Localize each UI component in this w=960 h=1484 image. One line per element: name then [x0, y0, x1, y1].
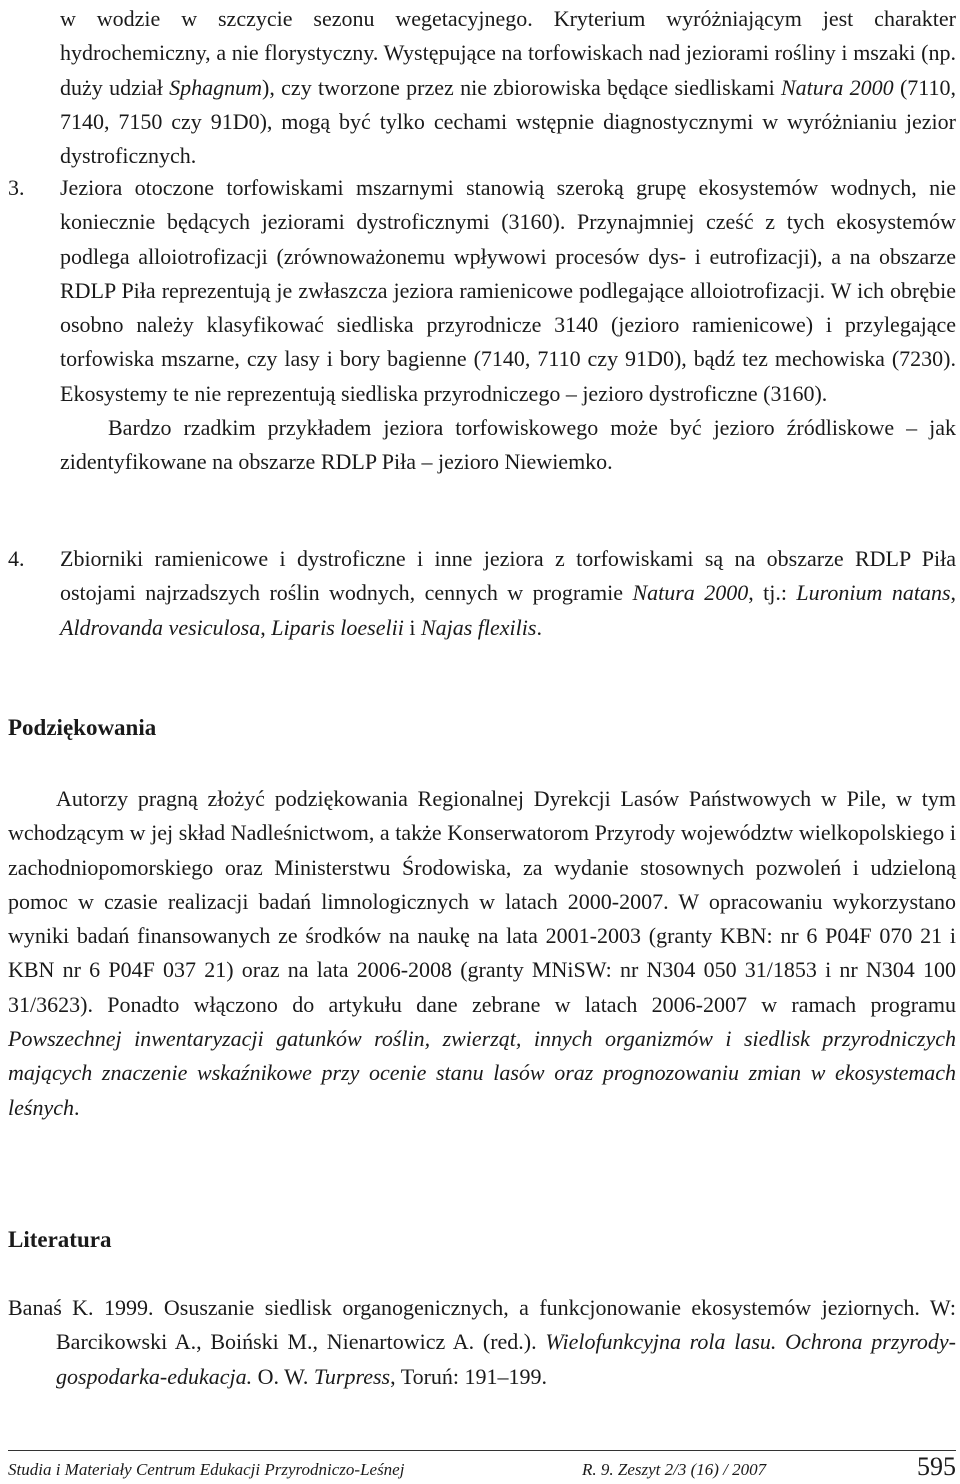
list-number: 3. — [8, 175, 25, 200]
list-item-text: Zbiorniki ramienicowe i dystroficzne i inne jeziora z torfowiskami są na obszarze RDLP Piła ostojami najrzadszych roślin wodnych, cennych w programie Natura 2000, tj.: Luronium natans, Aldrovanda vesiculosa, Liparis loeselii i Najas flexilis. — [60, 546, 957, 640]
list-item-3 — [8, 171, 956, 480]
list-item-continuation — [60, 2, 956, 173]
list-item-text: Jeziora otoczone torfowiskami mszarnymi stanowią szeroką grupę ekosystemów wodnych, nie koniecznie będących jeziorami dystroficznymi (3160). Przynajmniej cześć z tych ekosystemów podlega alloiotrofizacji (zrównoważonemu wpływowi procesów dys- i eutrofizacji), a na obszarze RDLP Piła reprezentują je zwłaszcza jeziora ramienicowe podlegające alloiotrofizacji. W ich obrębie osobno należy klasyfikować siedliska przyrodnicze 3140 (jezioro ramienicowe) i przylegające torfowiska mszarne, czy lasy i bory bagienne (7140, 7110 czy 91D0), bądź tez mechowiska (7230). Ekosystemy te nie reprezentują siedliska przyrodniczego – jezioro dystroficzne (3160). — [60, 175, 956, 406]
continuation-text: w wodzie w szczycie sezonu wegetacyjnego. Kryterium wyróżniającym jest charakter hydrochemiczny, a nie florystyczny. Występujące na torfowiskach nad jeziorami rośliny i mszaki (np. duży udział Sphagnum), czy tworzone przez nie zbiorowiska będące siedliskami Natura 2000 (7110, 7140, 7150 czy 91D0), mogą być tylko cechami wstępnie diagnostycznymi w wyróżnianiu jezior dystroficznych. — [60, 6, 956, 169]
list-item-paragraph: Bardzo rzadkim przykładem jeziora torfowiskowego może być jezioro źródliskowe – jak zidentyfikowane na obszarze RDLP Piła – jezioro Niewiemko. — [60, 415, 956, 475]
page-footer — [8, 1452, 956, 1482]
section-heading-literature: Literatura — [8, 1227, 112, 1252]
list-item-4 — [8, 542, 956, 645]
footer-rule — [8, 1450, 956, 1451]
journal-title: Studia i Materiały Centrum Edukacji Przyrodniczo-Leśnej — [8, 1460, 405, 1479]
reference-item: Banaś K. 1999. Osuszanie siedlisk organogenicznych, a funkcjonowanie ekosystemów jeziornych. W: Barcikowski A., Boiński M., Nienartowicz A. (red.). Wielofunkcyjna rola lasu. Ochrona przyrody-gospodarka-edukacja. O. W. Turpress, Toruń: 191–199. — [8, 1295, 956, 1389]
list-number: 4. — [8, 546, 25, 571]
reference-list — [0, 1291, 960, 1394]
acknowledgements-paragraph: Autorzy pragną złożyć podziękowania Regionalnej Dyrekcji Lasów Państwowych w Pile, w tym wchodzącym w jej skład Nadleśnictwom, a także Konserwatorom Przyrody województw wielkopolskiego i zachodniopomorskiego oraz Ministerstwu Środowiska, za wydanie stosownych pozwoleń i udzieloną pomoc w czasie realizacji badań limnologicznych w latach 2000-2007. W opracowaniu wykorzystano wyniki badań finansowanych ze środków na naukę na lata 2001-2003 (granty KBN: nr 6 P04F 070 21 i KBN nr 6 P04F 037 21) oraz na lata 2006-2008 (granty MNiSW: nr N304 050 31/1853 i nr N304 100 31/3623). Ponadto włączono do artykułu dane zebrane w latach 2006-2007 w ramach programu Powszechnej inwentaryzacji gatunków roślin, zwierząt, innych organizmów i siedlisk przyrodniczych mających znaczenie wskaźnikowe przy ocenie stanu lasów oraz prognozowaniu zmian w ekosystemach leśnych. — [8, 786, 956, 1120]
page-number: 595 — [917, 1452, 956, 1481]
issue-info: R. 9. Zeszyt 2/3 (16) / 2007 — [582, 1460, 767, 1479]
section-heading-acknowledgements: Podziękowania — [8, 715, 157, 740]
